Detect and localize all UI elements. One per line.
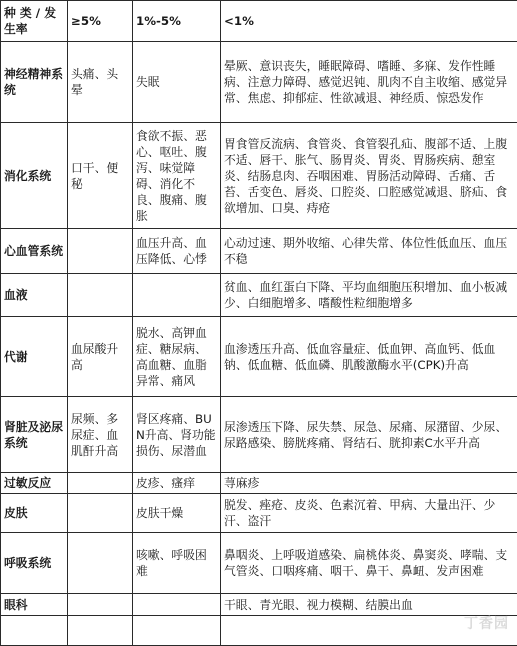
lt1-cell: 血渗透压升高、低血容量症、低血钾、高血钙、低血钠、低血糖、低血磷、肌酸激酶水平(CPK)升高: [221, 317, 517, 397]
p1to5-cell: 失眠: [133, 42, 221, 123]
category-cell: 肾脏及泌尿系统: [1, 397, 68, 473]
p1to5-cell: 咳嗽、呼吸困难: [133, 533, 221, 594]
table-row: [1, 397, 517, 473]
lt1-cell: 贫血、血红蛋白下降、平均血细胞压积增加、血小板减少、白细胞增多、嗜酸性粒细胞增多: [221, 274, 517, 317]
lt1-cell: 干眼、青光眼、视力模糊、结膜出血: [221, 594, 517, 616]
category-cell: 神经精神系统: [1, 42, 68, 123]
ge5-cell: 口干、便秘: [68, 123, 133, 229]
category-cell: 消化系统: [1, 123, 68, 229]
lt1-cell: 脱发、痤疮、皮炎、色素沉着、甲病、大量出汗、少汗、盗汗: [221, 494, 517, 533]
p1to5-cell: 皮疹、瘙痒: [133, 473, 221, 494]
category-cell: 过敏反应: [1, 473, 68, 494]
table-row: [1, 123, 517, 229]
table-row: [1, 42, 517, 123]
p1to5-cell: 皮肤干燥: [133, 494, 221, 533]
category-cell: 心血管系统: [1, 229, 68, 274]
ge5-cell: [68, 274, 133, 317]
ge5-cell: [68, 594, 133, 616]
ge5-cell: 血尿酸升高: [68, 317, 133, 397]
category-cell: 血液: [1, 274, 68, 317]
header-ge5: ≥5%: [68, 1, 133, 42]
lt1-cell: 鼻咽炎、上呼吸道感染、扁桃体炎、鼻窦炎、哮喘、支气管炎、口咽疼痛、咽干、鼻干、鼻衄、发声困难: [221, 533, 517, 594]
p1to5-cell: 肾区疼痛、BUN升高、肾功能损伤、尿潜血: [133, 397, 221, 473]
ge5-cell: [68, 473, 133, 494]
ge5-cell: [68, 616, 133, 646]
watermark-logo: 丁香园: [464, 613, 509, 633]
category-cell: 呼吸系统: [1, 533, 68, 594]
table-row: [1, 494, 517, 533]
p1to5-cell: [133, 274, 221, 317]
p1to5-cell: 血压升高、血压降低、心悸: [133, 229, 221, 274]
lt1-cell: 晕厥、意识丧失，睡眠障碍、嗜睡、多寐、发作性睡病、注意力障碍、感觉迟钝、肌肉不自主收缩、感觉异常、焦虑、抑郁症、性欲减退、神经质、惊恐发作: [221, 42, 517, 123]
ge5-cell: 头痛、头晕: [68, 42, 133, 123]
ge5-cell: [68, 494, 133, 533]
ge5-cell: 尿频、多尿症、血肌酐升高: [68, 397, 133, 473]
header-1to5: 1%-5%: [133, 1, 221, 42]
table-row: [1, 229, 517, 274]
p1to5-cell: 食欲不振、恶心、呕吐、腹泻、味觉障碍、消化不良、腹痛、腹胀: [133, 123, 221, 229]
category-cell: 代谢: [1, 317, 68, 397]
category-cell: [1, 616, 68, 646]
table-row: [1, 594, 517, 616]
p1to5-cell: 脱水、高钾血症、糖尿病、高血糖、血脂异常、痛风: [133, 317, 221, 397]
lt1-cell: 尿渗透压下降、尿失禁、尿急、尿痛、尿潴留、少尿、尿路感染、膀胱疼痛、肾结石、胱抑素C水平升高: [221, 397, 517, 473]
category-cell: 皮肤: [1, 494, 68, 533]
ge5-cell: [68, 229, 133, 274]
header-category: 种 类 / 发生率: [1, 1, 68, 42]
table-row: [1, 274, 517, 317]
ge5-cell: [68, 533, 133, 594]
lt1-cell: 心动过速、期外收缩、心律失常、体位性低血压、血压不稳: [221, 229, 517, 274]
table-row: [1, 317, 517, 397]
p1to5-cell: [133, 594, 221, 616]
lt1-cell: 胃食管反流病、食管炎、食管裂孔疝、腹部不适、上腹不适、唇干、胀气、肠胃炎、胃炎、胃肠疾病、憩室炎、结肠息肉、吞咽困难、胃肠活动障碍、舌痛、舌苔、舌变色、唇炎、口腔炎、口腔感觉减退、脐疝、食欲增加、口臭、痔疮: [221, 123, 517, 229]
table-header-row: [1, 1, 517, 42]
table-row: [1, 533, 517, 594]
header-lt1: <1%: [221, 1, 517, 42]
lt1-cell: 荨麻疹: [221, 473, 517, 494]
category-cell: 眼科: [1, 594, 68, 616]
p1to5-cell: [133, 616, 221, 646]
table-row: [1, 616, 517, 646]
table-row: [1, 473, 517, 494]
